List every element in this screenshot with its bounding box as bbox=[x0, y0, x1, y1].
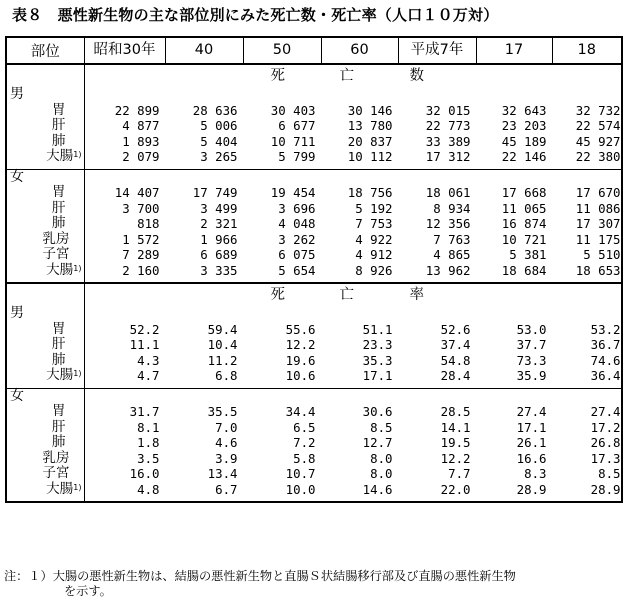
value-cell: 818 bbox=[137, 216, 160, 231]
section-heading-cell bbox=[84, 64, 622, 87]
table-title: 表８ 悪性新生物の主な部位別にみた死亡数・死亡率（人口１０万対） bbox=[12, 6, 499, 24]
value-cell: 10 112 bbox=[347, 149, 393, 164]
value-cell: 27.4 bbox=[590, 404, 621, 419]
footnote-marker: 1) bbox=[73, 150, 82, 159]
value-cell: 8.5 bbox=[598, 466, 621, 481]
value-cell: 3.5 bbox=[137, 450, 160, 466]
value-cell: 4 922 bbox=[355, 231, 393, 247]
value-cell: 7.2 bbox=[293, 435, 316, 450]
value-cell: 17.3 bbox=[590, 450, 621, 466]
value-cell: 6.5 bbox=[293, 419, 316, 435]
value-cell: 6 689 bbox=[200, 247, 238, 262]
organ-label bbox=[7, 420, 84, 436]
value-cell: 33 389 bbox=[425, 133, 471, 149]
value-cell: 52.2 bbox=[129, 321, 160, 337]
table-row bbox=[85, 201, 622, 217]
value-cell: 17 670 bbox=[575, 185, 621, 200]
value-cell: 37.7 bbox=[516, 337, 547, 352]
section-heading-label-cell bbox=[6, 64, 84, 87]
value-cell: 5 006 bbox=[200, 118, 238, 133]
organ-name: 乳房 bbox=[42, 449, 70, 466]
value-cell: 36.7 bbox=[590, 337, 621, 352]
value-cell: 4.6 bbox=[215, 435, 238, 450]
value-cell: 8.5 bbox=[370, 419, 393, 435]
value-cell: 17 668 bbox=[501, 185, 547, 200]
value-cell: 6.7 bbox=[215, 481, 238, 497]
organ-name: 胃 bbox=[51, 320, 66, 337]
table-row bbox=[85, 368, 622, 384]
value-cell: 22 146 bbox=[501, 149, 547, 164]
sex-label: 女 bbox=[10, 168, 24, 185]
value-cell: 22 899 bbox=[114, 102, 160, 118]
spacer bbox=[70, 322, 82, 338]
value-cell: 10.0 bbox=[285, 481, 316, 497]
value-cell: 12.7 bbox=[362, 435, 393, 450]
value-cell: 17 312 bbox=[425, 149, 471, 164]
value-cell: 8.1 bbox=[137, 419, 160, 435]
organ-label bbox=[7, 118, 84, 134]
value-cell: 32 643 bbox=[501, 102, 547, 118]
table-row bbox=[85, 216, 622, 232]
value-cell: 4.8 bbox=[137, 481, 160, 497]
value-cell: 3.9 bbox=[215, 450, 238, 466]
value-cell: 37.4 bbox=[440, 337, 471, 352]
value-cell: 11 065 bbox=[501, 200, 547, 216]
value-cell: 13.4 bbox=[207, 466, 238, 481]
spacer bbox=[70, 201, 82, 217]
value-cell: 7.0 bbox=[215, 419, 238, 435]
value-cell: 30.6 bbox=[362, 404, 393, 419]
value-cell: 13 962 bbox=[425, 262, 471, 278]
value-cell: 28.4 bbox=[440, 368, 471, 383]
organ-name: 肺 bbox=[51, 215, 66, 231]
value-cell: 35.5 bbox=[207, 404, 238, 419]
value-cell: 52.6 bbox=[440, 321, 471, 337]
organ-label bbox=[7, 201, 84, 217]
organ-name: 肝 bbox=[51, 117, 66, 133]
table-row bbox=[85, 337, 622, 353]
value-cell: 16 874 bbox=[501, 216, 547, 231]
organ-label bbox=[7, 185, 84, 201]
organ-name: 大腸 bbox=[46, 480, 74, 497]
sex-group-row bbox=[6, 306, 622, 388]
spacer bbox=[70, 404, 82, 420]
sex-label: 男 bbox=[10, 305, 24, 321]
spacer bbox=[70, 118, 82, 134]
value-cell: 8 926 bbox=[355, 262, 393, 278]
organ-label bbox=[7, 404, 84, 420]
value-cell: 6 075 bbox=[278, 247, 316, 262]
value-cell: 17.1 bbox=[362, 368, 393, 383]
sex-group-row bbox=[6, 388, 622, 502]
sex-group-row bbox=[6, 169, 622, 283]
organ-label bbox=[7, 353, 84, 369]
value-cell: 12.2 bbox=[440, 450, 471, 466]
value-cell: 5 381 bbox=[509, 247, 547, 262]
value-cell: 22 773 bbox=[425, 118, 471, 133]
value-cell: 11.2 bbox=[207, 352, 238, 368]
spacer bbox=[70, 103, 82, 119]
site-label-cell bbox=[6, 388, 84, 502]
value-cell: 22.0 bbox=[440, 481, 471, 497]
value-cell: 45 927 bbox=[575, 133, 621, 149]
organ-name: 肺 bbox=[51, 132, 66, 149]
value-cell: 73.3 bbox=[516, 352, 547, 368]
spacer bbox=[70, 216, 82, 232]
organ-name: 胃 bbox=[51, 184, 66, 200]
organ-label bbox=[7, 337, 84, 353]
organ-name: 肝 bbox=[51, 418, 66, 435]
value-cell: 18 061 bbox=[425, 185, 471, 200]
value-cell: 3 696 bbox=[278, 200, 316, 216]
value-cell: 28.5 bbox=[440, 404, 471, 419]
value-cell: 4 877 bbox=[122, 118, 160, 133]
organ-label bbox=[7, 368, 84, 384]
section-heading-row bbox=[6, 64, 622, 87]
value-cell: 10 721 bbox=[501, 231, 547, 247]
table-row bbox=[85, 482, 622, 498]
value-cell: 2 321 bbox=[200, 216, 238, 231]
header-cell-year: 50 bbox=[244, 38, 322, 63]
value-cell: 8.3 bbox=[524, 466, 547, 481]
value-cell: 28.9 bbox=[590, 481, 621, 497]
value-cell: 74.6 bbox=[590, 352, 621, 368]
table-row bbox=[85, 466, 622, 482]
header-row bbox=[6, 37, 622, 64]
site-label-cell bbox=[6, 306, 84, 388]
sex-label: 男 bbox=[10, 86, 24, 102]
value-cell: 18 756 bbox=[347, 185, 393, 200]
organ-name: 胃 bbox=[51, 101, 66, 118]
value-cell: 53.0 bbox=[516, 321, 547, 337]
value-cell: 4.7 bbox=[137, 368, 160, 383]
footnote-marker: 1) bbox=[73, 482, 82, 492]
table-row bbox=[85, 118, 622, 134]
value-cell: 35.3 bbox=[362, 352, 393, 368]
value-cell: 3 499 bbox=[200, 200, 238, 216]
organ-name: 肺 bbox=[51, 351, 66, 368]
header-cell-year: 平成7年 bbox=[399, 38, 477, 63]
organ-name: 子宮 bbox=[42, 465, 70, 481]
spacer bbox=[70, 232, 82, 248]
value-cell: 5 799 bbox=[278, 149, 316, 164]
value-cell: 31.7 bbox=[129, 404, 160, 419]
footnote-line: 注：１）大腸の悪性新生物は、結腸の悪性新生物と直腸Ｓ状結腸移行部及び直腸の悪性新生物 bbox=[4, 569, 516, 583]
value-cell: 1 572 bbox=[122, 231, 160, 247]
footnote-line: を示す。 bbox=[64, 584, 112, 598]
value-cell: 22 574 bbox=[575, 118, 621, 133]
organ-name: 大腸 bbox=[46, 148, 74, 164]
section-heading-char: 死 bbox=[270, 287, 285, 303]
value-cell: 22 380 bbox=[575, 149, 621, 164]
values-cell bbox=[84, 306, 622, 388]
value-cell: 32 732 bbox=[575, 102, 621, 118]
organ-name: 乳房 bbox=[42, 230, 70, 247]
footnote-marker: 1) bbox=[73, 263, 82, 273]
value-cell: 12 356 bbox=[425, 216, 471, 231]
table-row bbox=[85, 263, 622, 279]
value-cell: 5.8 bbox=[293, 450, 316, 466]
organ-name: 子宮 bbox=[42, 246, 70, 262]
value-cell: 11 086 bbox=[575, 200, 621, 216]
values-cell bbox=[84, 87, 622, 169]
value-cell: 12.2 bbox=[285, 337, 316, 352]
value-cell: 7 753 bbox=[355, 216, 393, 231]
value-cell: 26.1 bbox=[516, 435, 547, 450]
value-cell: 20 837 bbox=[347, 133, 393, 149]
values-cell bbox=[84, 169, 622, 283]
value-cell: 1 893 bbox=[122, 133, 160, 149]
value-cell: 45 189 bbox=[501, 133, 547, 149]
value-cell: 18 684 bbox=[501, 262, 547, 278]
site-label-cell bbox=[6, 169, 84, 283]
organ-label bbox=[7, 451, 84, 467]
value-cell: 18 653 bbox=[575, 262, 621, 278]
section-heading-char: 亡 bbox=[339, 287, 354, 303]
organ-label bbox=[7, 466, 84, 482]
organ-label bbox=[7, 482, 84, 498]
table-row bbox=[85, 134, 622, 150]
value-cell: 2 079 bbox=[122, 149, 160, 164]
value-cell: 5 404 bbox=[200, 133, 238, 149]
value-cell: 32 015 bbox=[425, 102, 471, 118]
section-heading-cell bbox=[84, 283, 622, 306]
section-heading-label-cell bbox=[6, 283, 84, 306]
section-heading-char: 亡 bbox=[339, 68, 354, 84]
value-cell: 26.8 bbox=[590, 435, 621, 450]
value-cell: 36.4 bbox=[590, 368, 621, 383]
value-cell: 17 307 bbox=[575, 216, 621, 231]
header-cell-year: 18 bbox=[577, 42, 596, 58]
value-cell: 13 780 bbox=[347, 118, 393, 133]
value-cell: 54.8 bbox=[440, 352, 471, 368]
value-cell: 59.4 bbox=[207, 321, 238, 337]
value-cell: 19.6 bbox=[285, 352, 316, 368]
value-cell: 30 403 bbox=[270, 102, 316, 118]
section-heading-char: 死 bbox=[270, 68, 285, 84]
table-row bbox=[85, 103, 622, 119]
value-cell: 8.0 bbox=[370, 450, 393, 466]
value-cell: 14 407 bbox=[114, 185, 160, 200]
table-row bbox=[85, 322, 622, 338]
value-cell: 5 510 bbox=[583, 247, 621, 262]
value-cell: 30 146 bbox=[347, 102, 393, 118]
organ-label bbox=[7, 149, 84, 165]
value-cell: 7 289 bbox=[122, 247, 160, 262]
organ-label bbox=[7, 232, 84, 248]
value-cell: 3 700 bbox=[122, 200, 160, 216]
table-row bbox=[85, 420, 622, 436]
table-row bbox=[85, 353, 622, 369]
value-cell: 2 160 bbox=[122, 262, 160, 278]
values-cell bbox=[84, 388, 622, 502]
value-cell: 11.1 bbox=[129, 337, 160, 352]
value-cell: 23 203 bbox=[501, 118, 547, 133]
section-heading-char: 率 bbox=[409, 287, 424, 303]
value-cell: 17.2 bbox=[590, 419, 621, 435]
value-cell: 51.1 bbox=[362, 321, 393, 337]
value-cell: 1 966 bbox=[200, 231, 238, 247]
header-years bbox=[84, 37, 622, 64]
value-cell: 17.1 bbox=[516, 419, 547, 435]
value-cell: 55.6 bbox=[285, 321, 316, 337]
value-cell: 4 048 bbox=[278, 216, 316, 231]
spacer bbox=[70, 337, 82, 353]
spacer bbox=[70, 451, 82, 467]
section-heading-row bbox=[6, 283, 622, 306]
value-cell: 8 934 bbox=[433, 200, 471, 216]
footnote-marker: 1) bbox=[73, 369, 82, 378]
value-cell: 5 654 bbox=[278, 262, 316, 278]
value-cell: 34.4 bbox=[285, 404, 316, 419]
value-cell: 4 865 bbox=[433, 247, 471, 262]
value-cell: 4.3 bbox=[137, 352, 160, 368]
table-row bbox=[85, 232, 622, 248]
organ-name: 大腸 bbox=[46, 367, 74, 383]
header-cell-site: 部位 bbox=[6, 37, 84, 64]
organ-name: 大腸 bbox=[46, 261, 74, 278]
sex-group-row bbox=[6, 87, 622, 169]
value-cell: 4 912 bbox=[355, 247, 393, 262]
value-cell: 28.9 bbox=[516, 481, 547, 497]
organ-label bbox=[7, 247, 84, 263]
value-cell: 19.5 bbox=[440, 435, 471, 450]
value-cell: 27.4 bbox=[516, 404, 547, 419]
header-cell-year: 40 bbox=[166, 38, 244, 63]
organ-name: 肝 bbox=[51, 336, 66, 352]
mortality-table bbox=[5, 36, 623, 503]
value-cell: 10.4 bbox=[207, 337, 238, 352]
sex-label: 女 bbox=[10, 387, 24, 404]
value-cell: 14.6 bbox=[362, 481, 393, 497]
header-cell-year: 昭和30年 bbox=[85, 38, 166, 63]
value-cell: 1.8 bbox=[137, 435, 160, 450]
value-cell: 28 636 bbox=[192, 102, 238, 118]
organ-name: 胃 bbox=[51, 403, 66, 419]
value-cell: 53.2 bbox=[590, 321, 621, 337]
spacer bbox=[70, 435, 82, 451]
value-cell: 6.8 bbox=[215, 368, 238, 383]
header-cell-year: 17 bbox=[477, 38, 553, 63]
value-cell: 17 749 bbox=[192, 185, 238, 200]
value-cell: 10.6 bbox=[285, 368, 316, 383]
value-cell: 5 192 bbox=[355, 200, 393, 216]
spacer bbox=[70, 420, 82, 436]
organ-label bbox=[7, 263, 84, 279]
value-cell: 16.0 bbox=[129, 466, 160, 481]
table-row bbox=[85, 435, 622, 451]
value-cell: 23.3 bbox=[362, 337, 393, 352]
value-cell: 10.7 bbox=[285, 466, 316, 481]
value-cell: 16.6 bbox=[516, 450, 547, 466]
value-cell: 11 175 bbox=[575, 231, 621, 247]
table-row bbox=[85, 451, 622, 467]
organ-label bbox=[7, 322, 84, 338]
value-cell: 3 262 bbox=[278, 231, 316, 247]
value-cell: 3 265 bbox=[200, 149, 238, 164]
organ-label bbox=[7, 134, 84, 150]
organ-label bbox=[7, 435, 84, 451]
value-cell: 6 677 bbox=[278, 118, 316, 133]
value-cell: 7.7 bbox=[448, 466, 471, 481]
site-label-cell bbox=[6, 87, 84, 169]
value-cell: 7 763 bbox=[433, 231, 471, 247]
value-cell: 10 711 bbox=[270, 133, 316, 149]
value-cell: 35.9 bbox=[516, 368, 547, 383]
value-cell: 19 454 bbox=[270, 185, 316, 200]
value-cell: 3 335 bbox=[200, 262, 238, 278]
value-cell: 14.1 bbox=[440, 419, 471, 435]
organ-label bbox=[7, 103, 84, 119]
organ-name: 肺 bbox=[51, 434, 66, 450]
section-heading-char: 数 bbox=[409, 68, 424, 84]
header-cell-year: 60 bbox=[322, 38, 399, 63]
value-cell: 8.0 bbox=[370, 466, 393, 481]
table-row bbox=[85, 404, 622, 420]
spacer bbox=[70, 185, 82, 201]
footnote bbox=[4, 569, 622, 599]
organ-name: 肝 bbox=[51, 199, 66, 216]
table-row bbox=[85, 185, 622, 201]
table-row bbox=[85, 149, 622, 165]
organ-label bbox=[7, 216, 84, 232]
table-row bbox=[85, 247, 622, 263]
